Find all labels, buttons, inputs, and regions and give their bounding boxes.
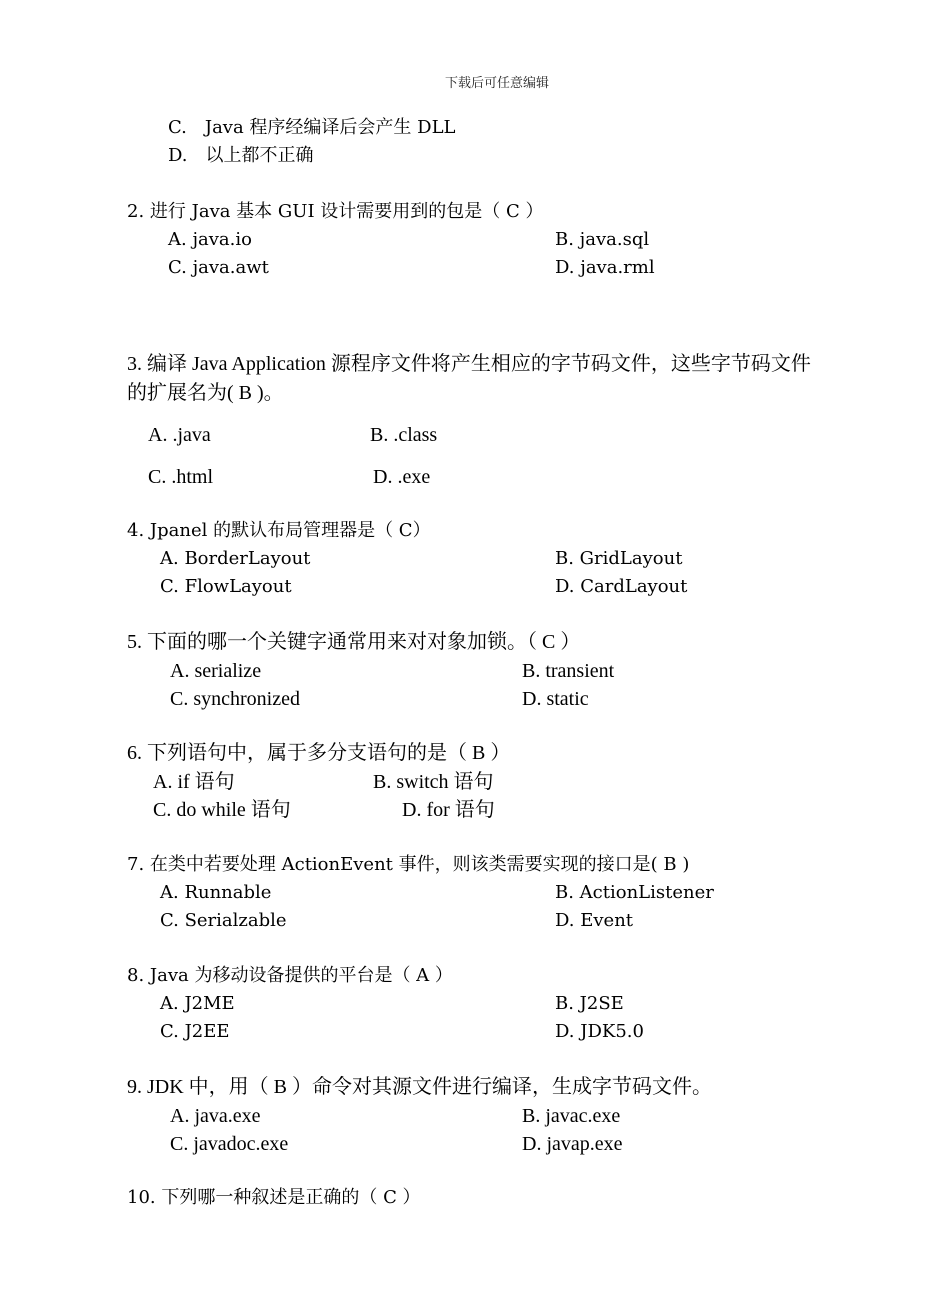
q3-stem-line1: 3. 编译 Java Application 源程序文件将产生相应的字节码文件，这些字节码文件	[127, 353, 811, 375]
q5-option-a: A. serialize	[170, 660, 262, 682]
q2-option-a: A. java.io	[168, 229, 252, 250]
q7-option-d: D. Event	[555, 910, 634, 931]
q6-option-b: B. switch 语句	[373, 771, 494, 793]
q5-option-c: C. synchronized	[170, 688, 300, 710]
q3-option-b: B. .class	[370, 424, 438, 446]
q8-option-a: A. J2ME	[160, 993, 235, 1014]
q5-option-d: D. static	[522, 688, 589, 710]
page-header: 下载后可任意编辑	[445, 76, 550, 91]
q9-option-d: D. javap.exe	[522, 1133, 623, 1155]
q6-option-a: A. if 语句	[153, 771, 235, 793]
q6-option-c: C. do while 语句	[153, 799, 291, 821]
q4-option-d: D. CardLayout	[555, 576, 688, 597]
q9-option-a: A. java.exe	[170, 1105, 261, 1127]
q3-option-d: D. .exe	[373, 466, 431, 488]
q1-option-c: C. Java 程序经编译后会产生 DLL	[168, 117, 456, 138]
q3-option-a: A. .java	[148, 424, 211, 446]
q5-option-b: B. transient	[522, 660, 615, 682]
q8-option-c: C. J2EE	[160, 1021, 230, 1042]
q8-option-b: B. J2SE	[555, 993, 624, 1014]
q7-option-c: C. Serialzable	[160, 910, 287, 931]
q9-option-c: C. javadoc.exe	[170, 1133, 289, 1155]
q2-option-c: C. java.awt	[168, 257, 269, 278]
q9-option-b: B. javac.exe	[522, 1105, 621, 1127]
q4-stem: 4. Jpanel 的默认布局管理器是（ C）	[127, 520, 431, 541]
q1-option-d: D. 以上都不正确	[168, 145, 314, 166]
q8-option-d: D. JDK5.0	[555, 1021, 644, 1042]
q9-stem: 9. JDK 中，用（ B ）命令对其源文件进行编译，生成字节码文件。	[127, 1076, 713, 1098]
q7-stem: 7. 在类中若要处理 ActionEvent 事件，则该类需要实现的接口是( B )	[127, 854, 690, 875]
q4-option-b: B. GridLayout	[555, 548, 683, 569]
q4-option-a: A. BorderLayout	[160, 548, 311, 569]
q2-option-b: B. java.sql	[555, 229, 650, 250]
q2-stem: 2. 进行 Java 基本 GUI 设计需要用到的包是（ C ）	[127, 201, 544, 222]
q2-option-d: D. java.rml	[555, 257, 655, 278]
q6-stem: 6. 下列语句中，属于多分支语句的是（ B ）	[127, 742, 511, 764]
q4-option-c: C. FlowLayout	[160, 576, 292, 597]
q3-stem-line2: 的扩展名为( B )。	[127, 382, 284, 404]
q10-stem: 10. 下列哪一种叙述是正确的（ C ）	[127, 1187, 421, 1208]
q3-option-c: C. .html	[148, 466, 214, 488]
q7-option-b: B. ActionListener	[555, 882, 714, 903]
q5-stem: 5. 下面的哪一个关键字通常用来对对象加锁。（ C ）	[127, 631, 581, 653]
q6-option-d: D. for 语句	[402, 799, 495, 821]
q7-option-a: A. Runnable	[160, 882, 272, 903]
q8-stem: 8. Java 为移动设备提供的平台是（ A ）	[127, 965, 453, 986]
